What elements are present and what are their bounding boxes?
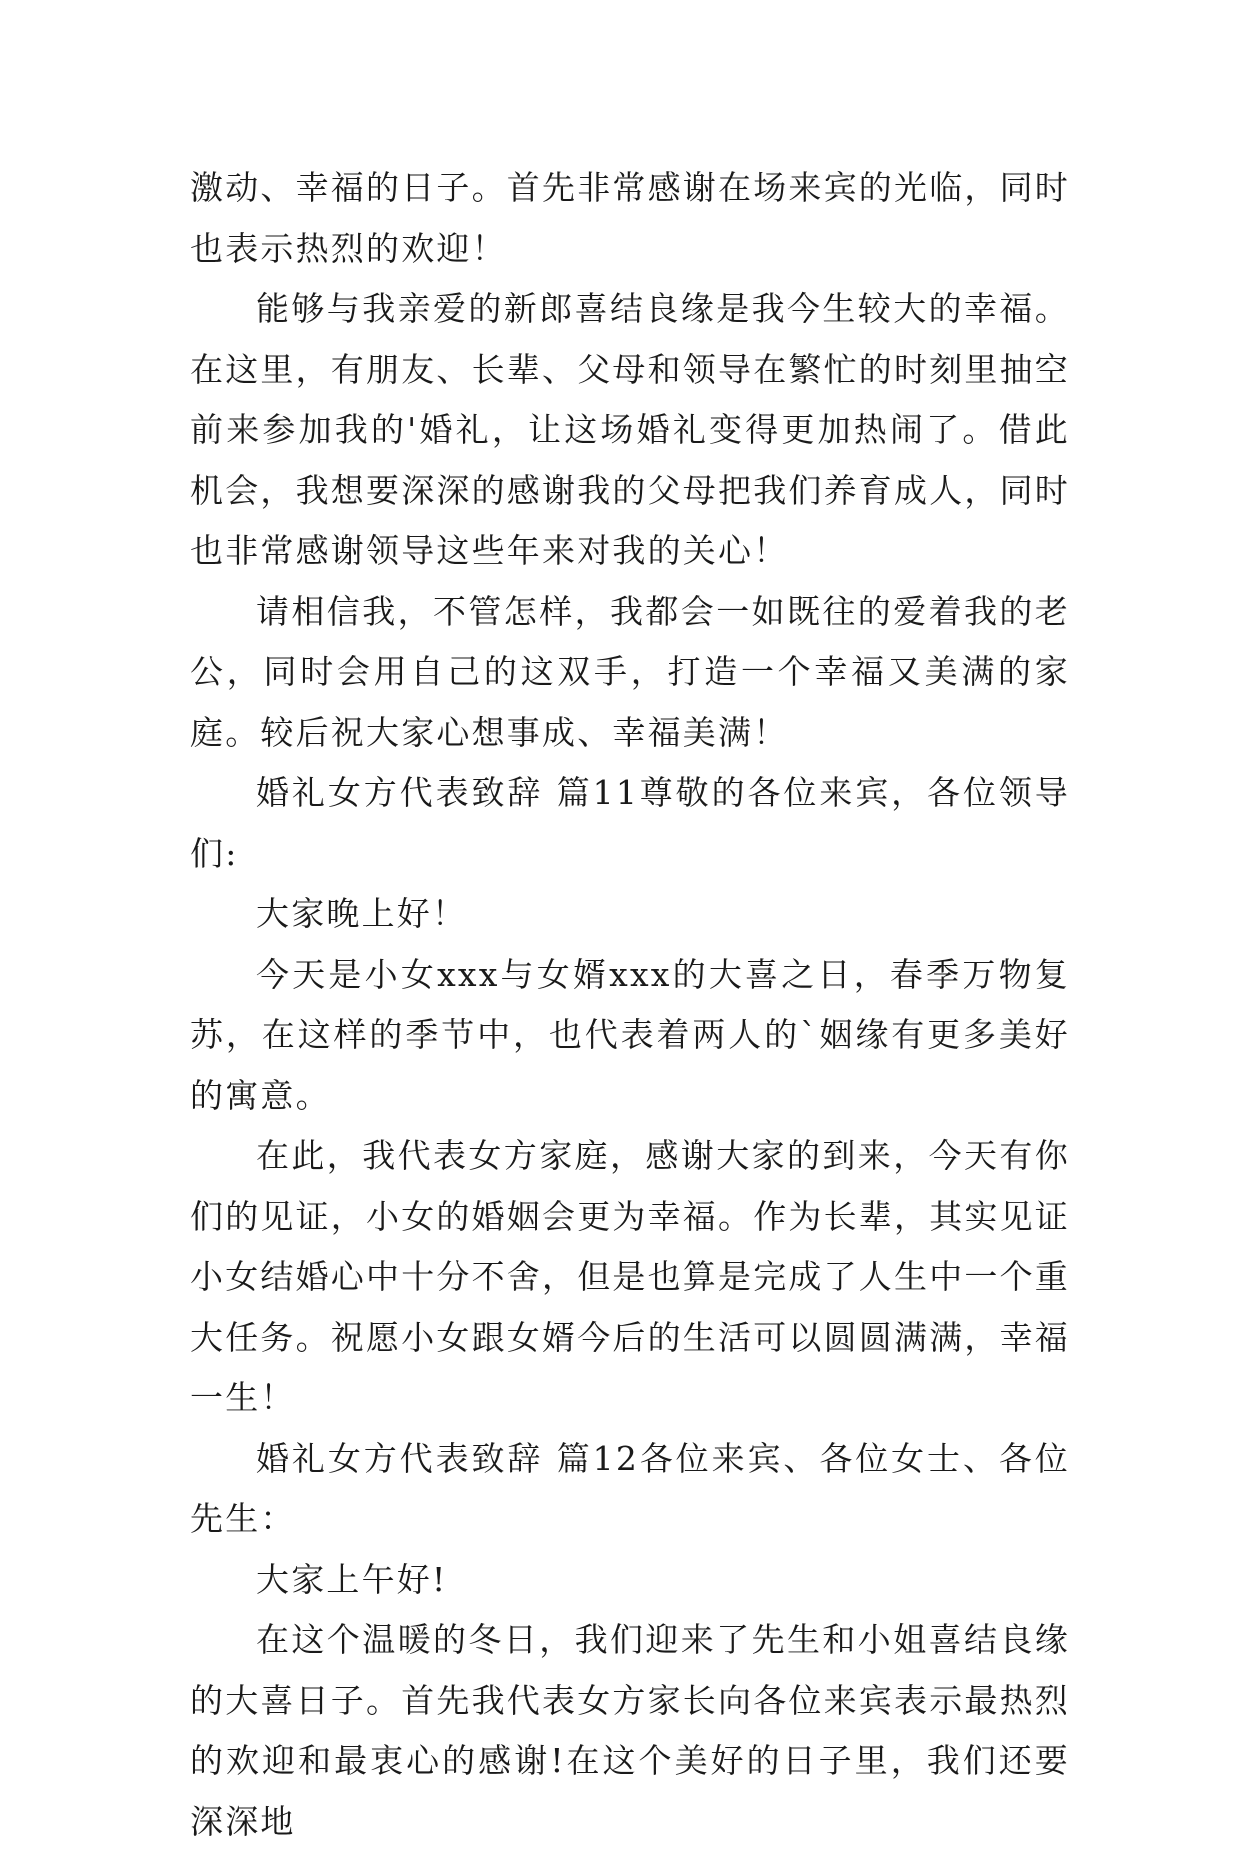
greeting-evening: 大家晚上好！ [256, 894, 468, 933]
section-heading-11: 婚礼女方代表致辞 篇11尊敬的各位来宾，各位领导们: [190, 773, 1070, 873]
paragraph-2: 能够与我亲爱的新郎喜结良缘是我今生较大的幸福。在这里，有朋友、长辈、父母和领导在繁忙的时刻里抽空前来参加我的'婚礼，让这场婚礼变得更加热闹了。借此机会，我想要深深的感谢我的父母把我们养育成人，同时也非常感谢领导这些年来对我的关心！ [190, 289, 1070, 570]
paragraph-3: 请相信我，不管怎样，我都会一如既往的爱着我的老公，同时会用自己的这双手，打造一个幸福又美满的家庭。较后祝大家心想事成、幸福美满！ [190, 591, 1070, 752]
paragraph-5: 在此，我代表女方家庭，感谢大家的到来，今天有你们的见证，小女的婚姻会更为幸福。作为长辈，其实见证小女结婚心中十分不舍，但是也算是完成了人生中一个重大任务。祝愿小女跟女婿今后的生活可以圆圆满满，幸福一生！ [190, 1136, 1070, 1417]
section-heading-12: 婚礼女方代表致辞 篇12各位来宾、各位女士、各位先生： [190, 1438, 1070, 1538]
paragraph-6: 在这个温暖的冬日，我们迎来了先生和小姐喜结良缘的大喜日子。首先我代表女方家长向各位来宾表示最热烈的欢迎和最衷心的感谢!在这个美好的日子里，我们还要深深地 [190, 1620, 1070, 1841]
paragraph-1: 激动、幸福的日子。首先非常感谢在场来宾的光临，同时也表示热烈的欢迎！ [190, 168, 1070, 268]
greeting-morning: 大家上午好! [256, 1559, 448, 1599]
paragraph-4: 今天是小女xxx与女婿xxx的大喜之日，春季万物复苏，在这样的季节中，也代表着两人的`姻缘有更多美好的寓意。 [190, 954, 1070, 1115]
document-body [190, 158, 1070, 1852]
